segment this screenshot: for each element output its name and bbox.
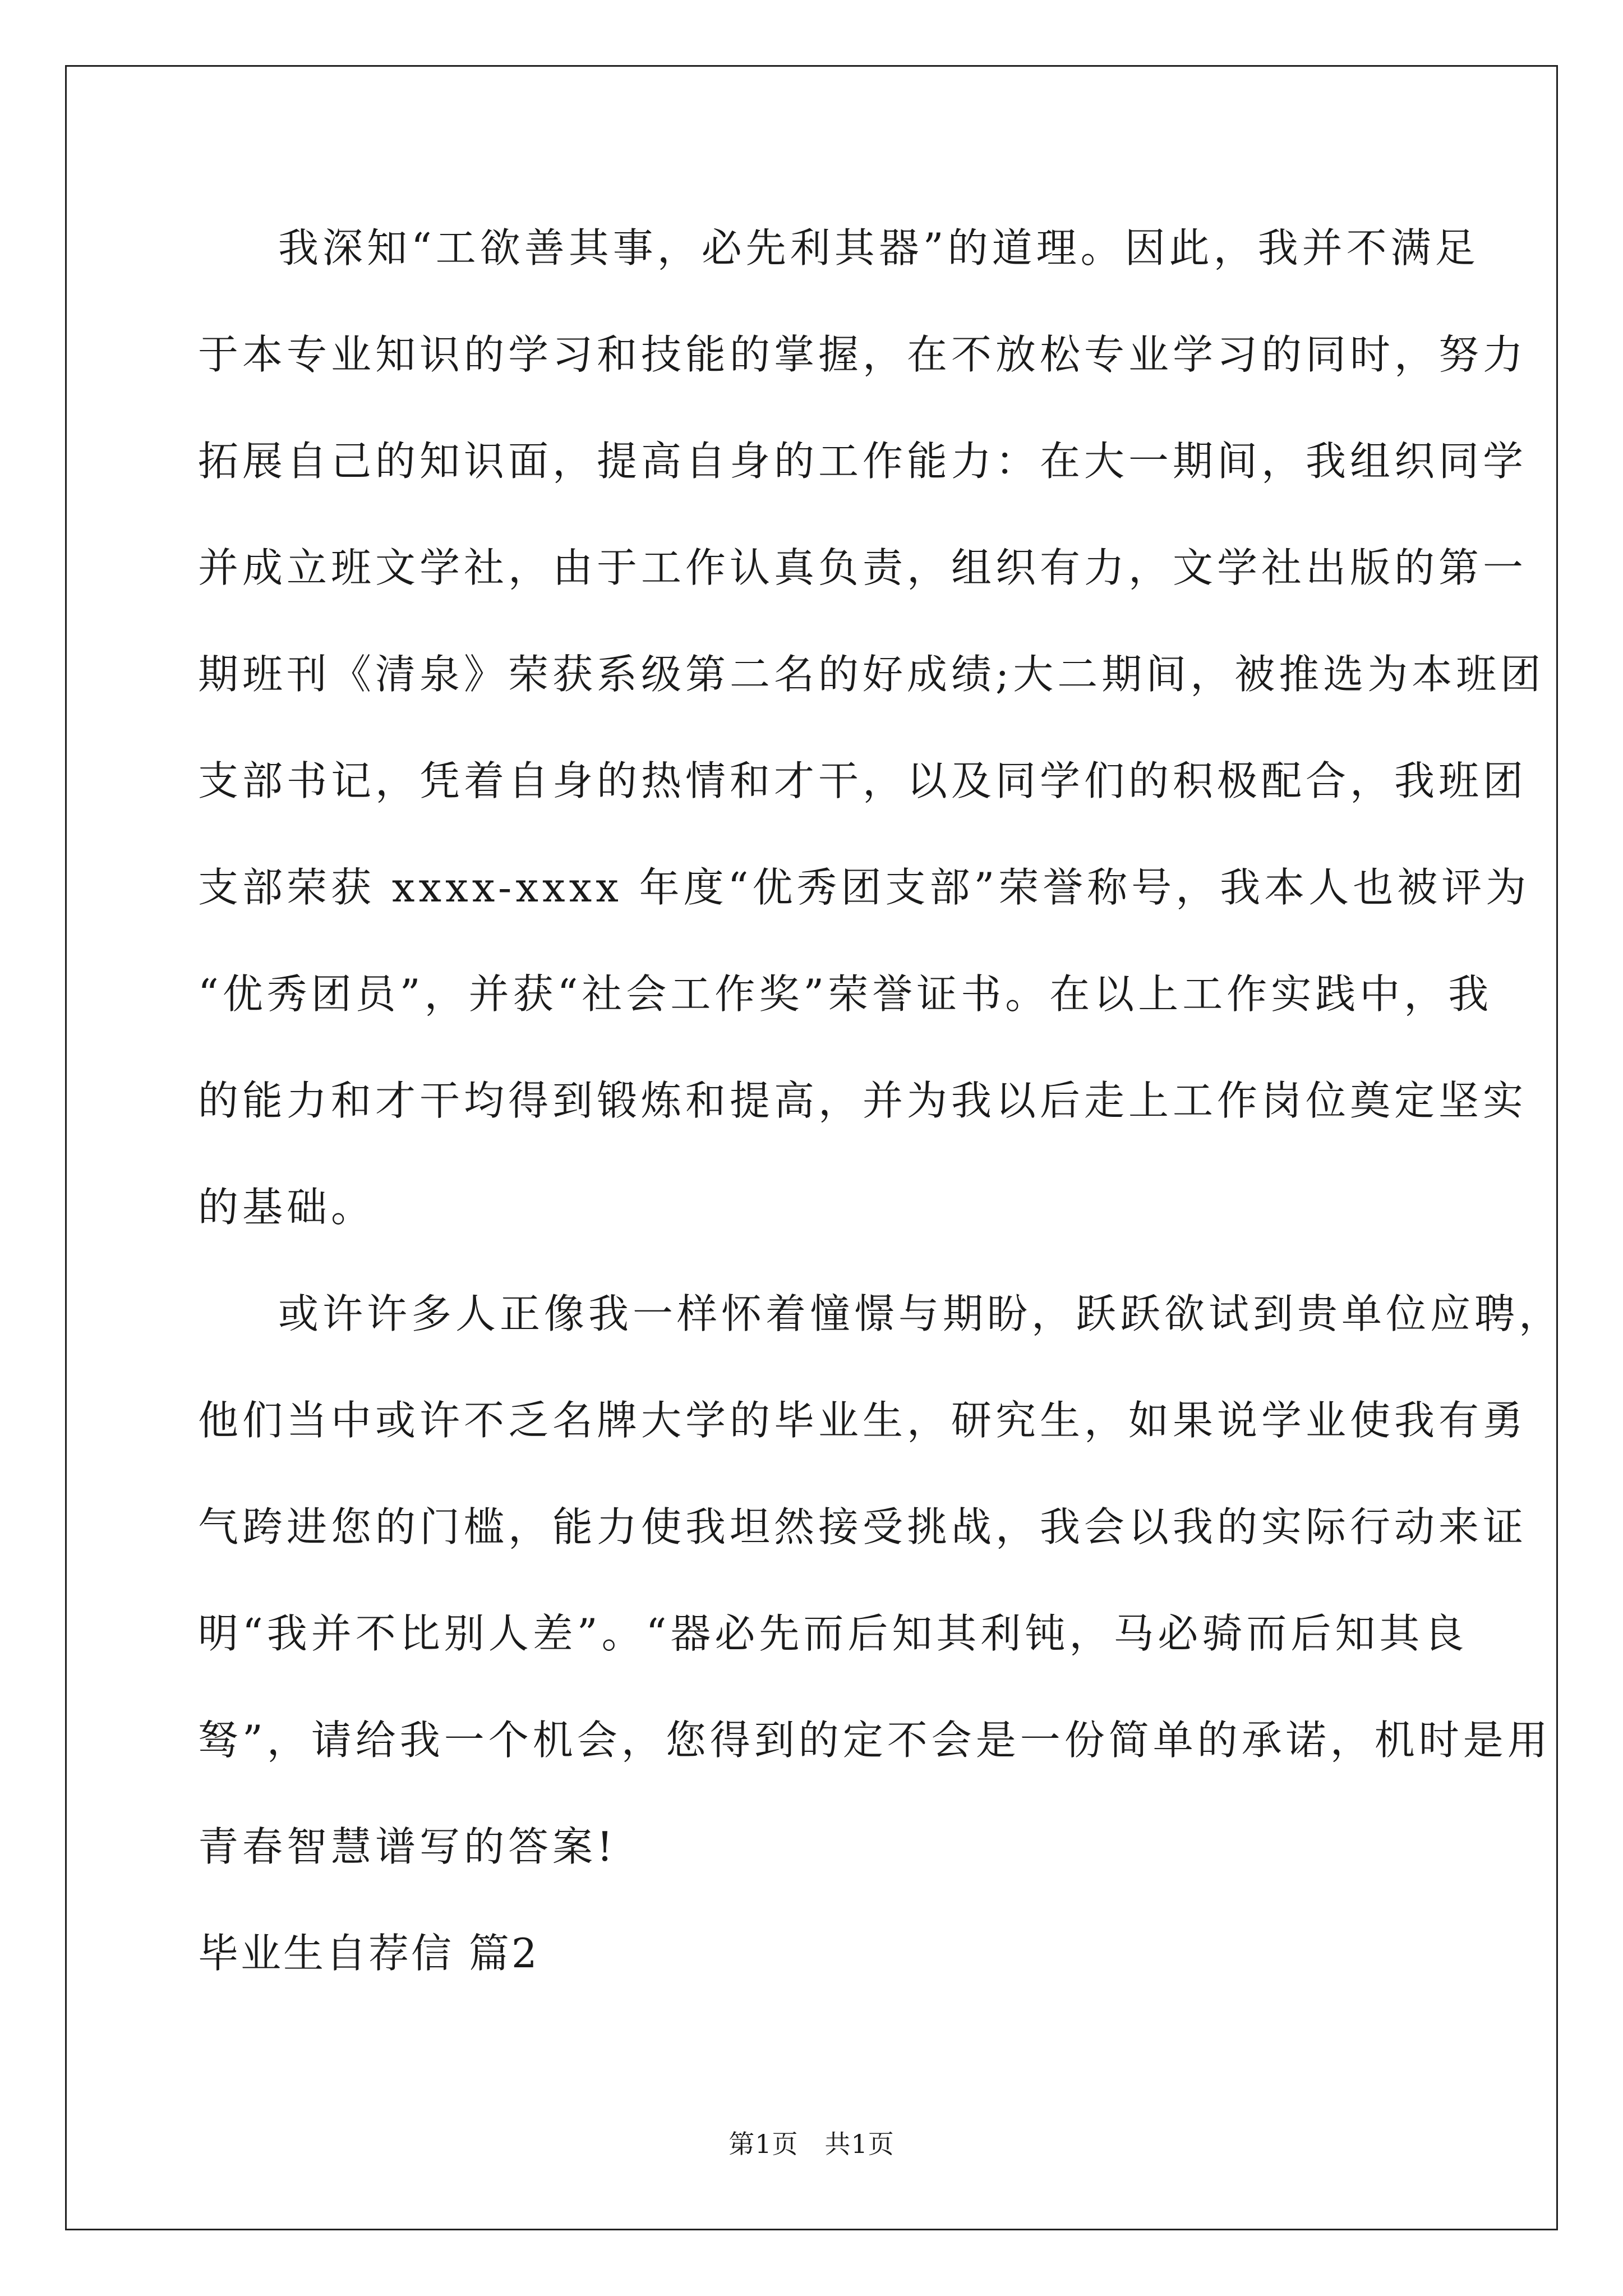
paragraph-1-line-4: 并成立班文学社，由于工作认真负责，组织有力，文学社出版的第一 [198,544,1528,591]
paragraph-1-line-3: 拓展自己的知识面，提高自身的工作能力：在大一期间，我组织同学 [198,438,1528,485]
section-heading: 毕业生自荐信 篇2 [198,1930,540,1977]
page-footer: 第1页 共1页 [728,2129,895,2159]
paragraph-2-line-1: 或许许多人正像我一样怀着憧憬与期盼，跃跃欲试到贵单位应聘， [278,1290,1564,1337]
paragraph-2-line-2: 他们当中或许不乏名牌大学的毕业生，研究生，如果说学业使我有勇 [198,1397,1528,1444]
paragraph-1-line-6: 支部书记，凭着自身的热情和才干，以及同学们的积极配合，我班团 [198,757,1528,804]
paragraph-2-line-4: 明“我并不比别人差”。“器必先而后知其利钝，马必骑而后知其良 [198,1610,1468,1657]
paragraph-1-line-8: “优秀团员”，并获“社会工作奖”荣誉证书。在以上工作实践中，我 [198,970,1493,1018]
paragraph-1-line-7: 支部荣获 xxxx-xxxx 年度“优秀团支部”荣誉称号，我本人也被评为 [198,864,1530,911]
paragraph-1-line-10: 的基础。 [198,1184,376,1231]
paragraph-1-line-2: 于本专业知识的学习和技能的掌握，在不放松专业学习的同时，努力 [198,331,1528,378]
page-border [65,65,1558,2230]
paragraph-1-line-9: 的能力和才干均得到锻炼和提高，并为我以后走上工作岗位奠定坚实 [198,1077,1528,1124]
paragraph-2-line-3: 气跨进您的门槛，能力使我坦然接受挑战，我会以我的实际行动来证 [198,1503,1528,1550]
paragraph-1-line-1: 我深知“工欲善其事，必先利其器”的道理。因此，我并不满足 [278,224,1479,272]
paragraph-2-line-6: 青春智慧谱写的答案! [198,1823,617,1870]
paragraph-1-line-5: 期班刊《清泉》荣获系级第二名的好成绩;大二期间，被推选为本班团 [198,651,1545,698]
paragraph-2-line-5: 驽”，请给我一个机会，您得到的定不会是一份简单的承诺，机时是用 [198,1717,1552,1764]
